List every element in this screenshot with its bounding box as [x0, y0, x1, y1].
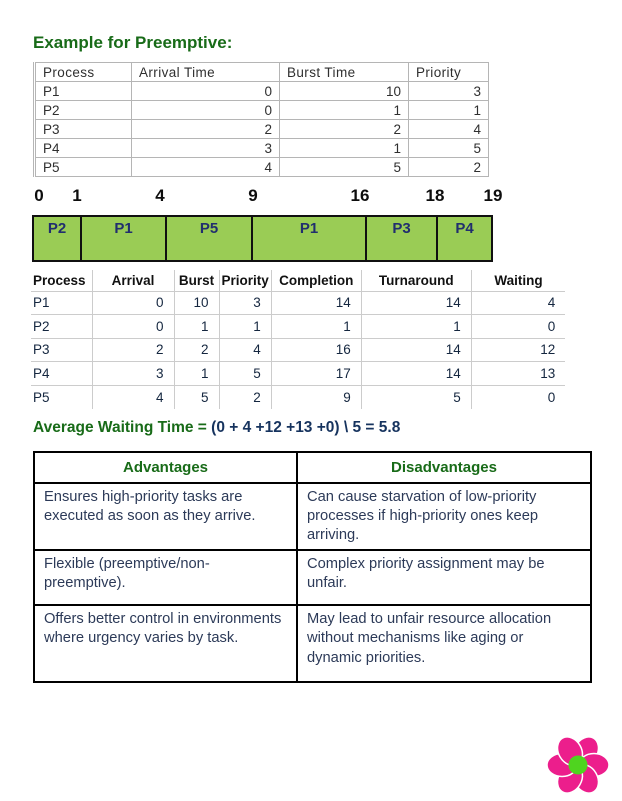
table-cell: May lead to unfair resource allocation without mechanisms like aging or dynamic priorities.	[297, 605, 591, 682]
table-cell: Offers better control in environments where urgency varies by task.	[34, 605, 297, 682]
table-cell: 2	[409, 158, 489, 177]
pros-cons-header-row	[34, 452, 591, 483]
table-cell: 3	[132, 139, 280, 158]
header-cell: Process	[35, 63, 132, 82]
process-table	[33, 62, 489, 177]
header-cell: Burst	[174, 270, 219, 291]
result-table	[31, 270, 565, 409]
table-cell: 3	[409, 82, 489, 101]
table-row	[31, 362, 565, 386]
table-row	[31, 315, 565, 339]
table-cell: 5	[361, 385, 471, 409]
table-cell: 5	[174, 385, 219, 409]
table-cell: 1	[174, 362, 219, 386]
table-cell: 1	[174, 315, 219, 339]
timeline-tick: 18	[425, 186, 445, 205]
table-cell: 4	[132, 158, 280, 177]
timeline-tick: 4	[155, 186, 165, 205]
table-cell: P3	[35, 120, 132, 139]
table-cell: 1	[219, 315, 271, 339]
table-row	[34, 550, 591, 605]
header-cell: Process	[31, 270, 92, 291]
timeline-tick: 0	[34, 186, 44, 205]
table-cell: 1	[409, 101, 489, 120]
table-cell: 12	[471, 338, 565, 362]
table-row	[31, 385, 565, 409]
table-row	[34, 605, 591, 682]
table-cell: 4	[92, 385, 174, 409]
process-table-header-row	[35, 63, 489, 82]
table-cell: 0	[92, 291, 174, 315]
gantt-block-p3-4: P3	[365, 215, 438, 262]
table-cell: P4	[35, 139, 132, 158]
table-row	[35, 139, 489, 158]
flower-center	[569, 756, 588, 775]
table-row	[34, 483, 591, 550]
average-waiting-formula: (0 + 4 +12 +13 +0) \ 5 = 5.8	[206, 419, 401, 436]
table-cell: 4	[471, 291, 565, 315]
result-table-header-row	[31, 270, 565, 291]
average-waiting-line	[33, 419, 400, 437]
table-cell: 5	[219, 362, 271, 386]
table-cell: 10	[280, 82, 409, 101]
table-cell: P2	[31, 315, 92, 339]
table-cell: 4	[409, 120, 489, 139]
header-cell: Advantages	[34, 452, 297, 483]
timeline-tick: 9	[248, 186, 258, 205]
table-cell: P2	[35, 101, 132, 120]
gantt-block-p4-5: P4	[436, 215, 493, 262]
gantt-block-p1-3: P1	[251, 215, 367, 262]
table-row	[35, 101, 489, 120]
table-cell: 16	[271, 338, 361, 362]
pros-cons-table	[33, 451, 592, 683]
table-cell: 14	[361, 291, 471, 315]
table-row	[31, 291, 565, 315]
table-cell: 5	[280, 158, 409, 177]
flower-icon	[543, 729, 613, 799]
table-cell: 1	[280, 139, 409, 158]
table-row	[35, 158, 489, 177]
table-cell: 2	[280, 120, 409, 139]
table-cell: 2	[219, 385, 271, 409]
table-cell: 0	[132, 82, 280, 101]
table-cell: 0	[471, 315, 565, 339]
table-cell: 0	[92, 315, 174, 339]
table-cell: 3	[92, 362, 174, 386]
header-cell: Turnaround	[361, 270, 471, 291]
table-cell: P1	[35, 82, 132, 101]
table-cell: Flexible (preemptive/non-preemptive).	[34, 550, 297, 605]
table-cell: 2	[92, 338, 174, 362]
table-cell: P5	[35, 158, 132, 177]
gantt-timeline	[0, 186, 622, 206]
table-cell: 4	[219, 338, 271, 362]
header-cell: Burst Time	[280, 63, 409, 82]
table-cell: 17	[271, 362, 361, 386]
table-row	[31, 338, 565, 362]
table-cell: 14	[271, 291, 361, 315]
table-cell: 2	[132, 120, 280, 139]
table-cell: 0	[547, 389, 556, 405]
table-cell: Can cause starvation of low-priority processes if high-priority ones keep arriving.	[297, 483, 591, 550]
header-cell: Priority	[409, 63, 489, 82]
table-cell: 0	[132, 101, 280, 120]
header-cell: Waiting	[471, 270, 565, 291]
table-cell: P4	[31, 362, 92, 386]
table-cell: 10	[174, 291, 219, 315]
table-row	[35, 120, 489, 139]
table-cell: P5	[31, 385, 92, 409]
table-cell: 1	[271, 315, 361, 339]
table-cell: 1	[361, 315, 471, 339]
header-cell: Arrival Time	[132, 63, 280, 82]
example-heading: Example for Preemptive:	[33, 33, 233, 52]
table-cell: 5	[409, 139, 489, 158]
timeline-tick: 1	[72, 186, 82, 205]
gantt-block-p1-1: P1	[80, 215, 167, 262]
header-cell: Disadvantages	[297, 452, 591, 483]
gantt-block-p5-2: P5	[165, 215, 253, 262]
table-cell: 3	[219, 291, 271, 315]
table-cell: 13	[471, 362, 565, 386]
table-cell: 2	[174, 338, 219, 362]
average-waiting-label: Average Waiting Time =	[33, 419, 207, 436]
table-cell: Complex priority assignment may be unfair.	[297, 550, 591, 605]
table-cell: 1	[280, 101, 409, 120]
gantt-blocks	[32, 215, 493, 262]
table-cell: Ensures high-priority tasks are executed as soon as they arrive.	[34, 483, 297, 550]
table-row	[35, 82, 489, 101]
header-cell: Completion	[271, 270, 361, 291]
timeline-tick: 16	[350, 186, 370, 205]
timeline-tick: 19	[483, 186, 503, 205]
table-cell: 9	[271, 385, 361, 409]
table-cell: P1	[31, 291, 92, 315]
table-cell: 14	[361, 338, 471, 362]
table-cell: P3	[31, 338, 92, 362]
header-cell: Arrival	[92, 270, 174, 291]
gantt-block-p2-0: P2	[32, 215, 82, 262]
table-cell: 14	[361, 362, 471, 386]
header-cell: Priority	[219, 270, 271, 291]
